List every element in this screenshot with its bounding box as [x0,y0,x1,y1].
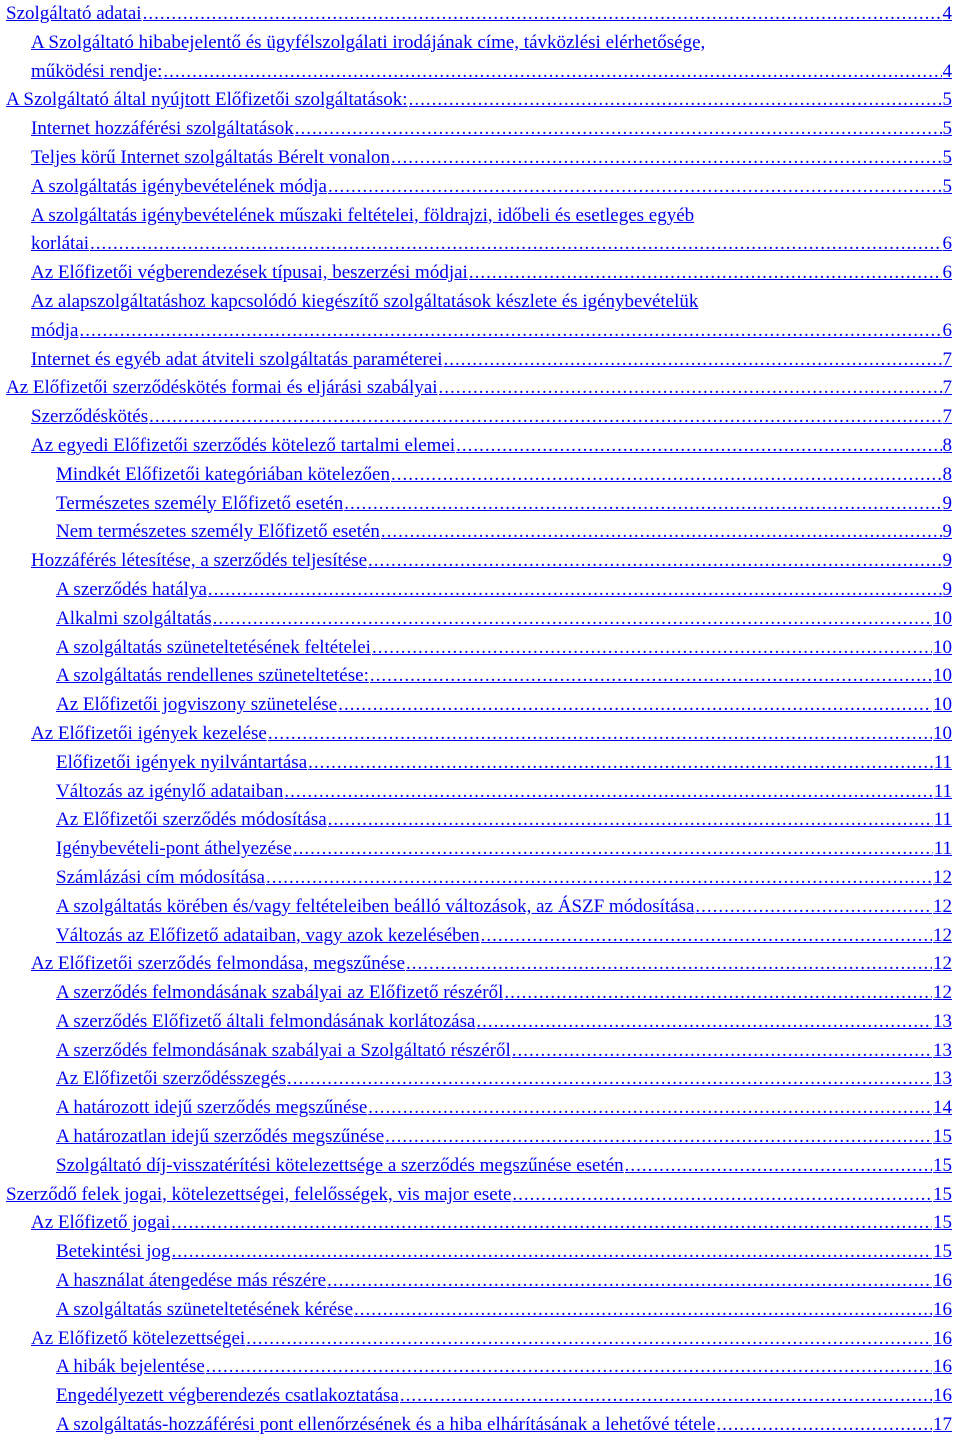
toc-entry-title: Az Előfizetői szerződés módosítása [56,809,327,831]
toc-entry[interactable] [0,1267,960,1296]
toc-entry-title-cont: módja [31,319,79,341]
toc-leader-dots [163,58,941,87]
toc-entry[interactable] [0,288,960,346]
toc-leader-dots [481,922,932,951]
toc-entry-continuation [31,317,952,346]
toc-entry-title: A szolgáltatás rendellenes szüneteltetése: [56,665,369,687]
toc-leader-dots [469,259,942,288]
toc-entry[interactable] [0,518,960,547]
toc-entry[interactable] [0,605,960,634]
toc-entry[interactable] [0,1238,960,1267]
toc-leader-dots [338,691,932,720]
toc-entry[interactable] [0,173,960,202]
toc-leader-dots [391,461,942,490]
toc-entry-title: A hibák bejelentése [56,1356,205,1378]
toc-entry[interactable] [0,1296,960,1325]
toc-leader-dots [409,86,942,115]
toc-leader-dots [391,144,941,173]
toc-entry[interactable] [0,1008,960,1037]
toc-leader-dots [268,720,932,749]
toc-page-number: 6 [942,319,952,341]
toc-page-number: 10 [933,722,952,744]
toc-entry-title-cont: korlátai [31,233,90,255]
toc-entry[interactable] [0,778,960,807]
toc-entry-title: Az egyedi Előfizetői szerződés kötelező tartalmi elemei [31,434,456,456]
toc-entry-title: Mindkét Előfizetői kategóriában kötelezően [56,463,390,485]
toc-entry-title: Az Előfizetői szerződésszegés [56,1068,287,1090]
toc-entry-title: Internet és egyéb adat átviteli szolgáltatás paraméterei [31,348,443,370]
toc-entry[interactable] [0,1325,960,1354]
toc-entry-title: Változás az igénylő adataiban [56,780,284,802]
toc-page-number: 16 [933,1298,952,1320]
toc-entry-title: A szolgáltatás-hozzáférési pont ellenőrzésének és a hiba elhárításának a lehetővé tétele [56,1414,716,1436]
toc-leader-dots [368,1094,932,1123]
toc-leader-dots [143,0,942,29]
toc-entry[interactable] [0,1065,960,1094]
toc-page-number: 15 [933,1126,952,1148]
toc-page-number: 7 [942,406,952,428]
toc-entry-title: Hozzáférés létesítése, a szerződés teljesítése [31,550,368,572]
toc-leader-dots [439,374,942,403]
toc-leader-dots [149,403,941,432]
toc-page-number: 11 [933,809,952,831]
toc-leader-dots [716,1411,932,1440]
toc-page-number: 13 [933,1010,952,1032]
toc-entry-title: A Szolgáltató hibabejelentő és ügyfélszolgálati irodájának címe, távközlési elérhetősége, [31,31,706,53]
toc-entry[interactable] [0,835,960,864]
toc-entry-title: Szolgáltató díj-visszatérítési kötelezettsége a szerződés megszűnése esetén [56,1154,624,1176]
toc-entry-title: Az Előfizető kötelezettségei [31,1327,246,1349]
toc-entry-title: Az alapszolgáltatáshoz kapcsolódó kiegészítő szolgáltatások készlete és igénybevételük [31,290,699,312]
toc-leader-dots [372,634,932,663]
toc-leader-dots [476,1008,932,1037]
toc-page-number: 8 [942,463,952,485]
toc-entry-continuation [31,58,952,87]
toc-page-number: 12 [933,953,952,975]
toc-entry[interactable] [0,1382,960,1411]
toc-page-number: 12 [933,982,952,1004]
toc-page-number: 5 [942,146,952,168]
toc-entry-title: A szolgáltatás szüneteltetésének kérése [56,1298,354,1320]
toc-page-number: 16 [933,1327,952,1349]
toc-entry-title: Előfizetői igények nyilvántartása [56,751,308,773]
toc-leader-dots [328,173,942,202]
toc-page-number: 16 [933,1270,952,1292]
toc-page-number: 13 [933,1068,952,1090]
toc-leader-dots [284,778,932,807]
toc-entry[interactable] [0,893,960,922]
toc-entry[interactable] [0,346,960,375]
toc-entry-title: Természetes személy Előfizető esetén [56,492,344,514]
toc-entry[interactable] [0,1411,960,1440]
toc-page-number: 6 [942,262,952,284]
toc-leader-dots [171,1209,932,1238]
toc-page-number: 10 [933,665,952,687]
toc-entry[interactable] [0,490,960,519]
toc-entry[interactable] [0,950,960,979]
toc-page-number: 7 [942,348,952,370]
toc-entry-title: A Szolgáltató által nyújtott Előfizetői szolgáltatások: [6,89,408,111]
toc-leader-dots [90,230,941,259]
toc-entry-title: Szolgáltató adatai [6,3,142,24]
toc-entry[interactable] [0,1152,960,1181]
toc-leader-dots [328,806,933,835]
toc-entry-title: Az Előfizetői igények kezelése [31,722,267,744]
toc-entry-title: A szolgáltatás igénybevételének módja [31,175,327,197]
toc-page-number: 12 [933,895,952,917]
toc-page-number: 9 [942,578,952,600]
toc-page-number: 7 [942,377,952,399]
toc-leader-dots [512,1037,932,1066]
toc-entry[interactable] [0,1209,960,1238]
toc-leader-dots [406,950,932,979]
toc-page-number: 4 [942,60,952,82]
toc-leader-dots [456,432,941,461]
toc-entry[interactable] [0,1181,960,1210]
toc-leader-dots [206,1353,932,1382]
toc-entry-title: A szolgáltatás igénybevételének műszaki feltételei, földrajzi, időbeli és esetleges egyéb [31,204,695,226]
toc-leader-dots [208,576,942,605]
toc-page-number: 6 [942,233,952,255]
toc-leader-dots [695,893,932,922]
toc-page-number: 15 [933,1183,952,1205]
toc-entry[interactable] [0,1123,960,1152]
toc-entry[interactable] [0,403,960,432]
toc-page-number: 12 [933,924,952,946]
toc-entry[interactable] [0,691,960,720]
toc-entry[interactable] [0,374,960,403]
toc-entry[interactable] [0,806,960,835]
toc-entry[interactable] [0,432,960,461]
toc-entry-title: Engedélyezett végberendezés csatlakoztatása [56,1385,399,1407]
toc-entry-title-cont: működési rendje: [31,60,163,82]
toc-page-number: 15 [933,1154,952,1176]
toc-page-number: 17 [933,1414,952,1436]
toc-entry-title: A szerződés felmondásának szabályai a Szolgáltató részéről [56,1039,511,1061]
toc-page-number: 14 [933,1097,952,1119]
toc-leader-dots [295,115,942,144]
toc-leader-dots [385,1123,932,1152]
toc-entry-title: Az Előfizető jogai [31,1212,171,1234]
toc-entry-title: Teljes körű Internet szolgáltatás Bérelt vonalon [31,146,391,168]
toc-page-number: 5 [942,175,952,197]
toc-entry-title: A határozatlan idejű szerződés megszűnése [56,1126,385,1148]
toc-entry-title: Az Előfizetői végberendezések típusai, beszerzési módjai [31,262,468,284]
toc-page-number: 16 [933,1385,952,1407]
toc-entry[interactable] [0,115,960,144]
toc-leader-dots [354,1296,932,1325]
toc-entry-title: A szolgáltatás szüneteltetésének feltételei [56,636,371,658]
toc-entry-title: Szerződéskötés [31,406,149,428]
toc-entry-title: Számlázási cím módosítása [56,866,265,888]
toc-leader-dots [246,1325,932,1354]
toc-page-number: 8 [942,434,952,456]
toc-leader-dots [344,490,941,519]
toc-page-number: 13 [933,1039,952,1061]
toc-leader-dots [625,1152,932,1181]
toc-entry-title: Betekintési jog [56,1241,171,1263]
toc-entry[interactable] [0,979,960,1008]
toc-entry-title: Internet hozzáférési szolgáltatások [31,118,294,140]
toc-entry-title: Szerződő felek jogai, kötelezettségei, felelősségek, vis major esete [6,1183,512,1205]
toc-entry-title: Igénybevételi-pont áthelyezése [56,838,292,860]
toc-leader-dots [400,1382,932,1411]
toc-page-number: 11 [933,780,952,802]
toc-entry-title: A szerződés hatálya [56,578,207,600]
toc-page-number: 15 [933,1241,952,1263]
toc-entry-title: Az Előfizetői jogviszony szünetelése [56,694,338,716]
toc-entry[interactable] [0,202,960,260]
toc-entry-title: A szerződés felmondásának szabályai az Előfizető részéről [56,982,504,1004]
toc-leader-dots [266,864,932,893]
toc-entry[interactable] [0,144,960,173]
toc-entry[interactable] [0,547,960,576]
toc-entry[interactable] [0,662,960,691]
toc-entry[interactable] [0,86,960,115]
toc-leader-dots [327,1267,932,1296]
toc-leader-dots [370,662,932,691]
toc-entry-title: A szolgáltatás körében és/vagy feltételeiben beálló változások, az ÁSZF módosítása [56,895,695,917]
toc-leader-dots [443,346,941,375]
toc-entry-title: Nem természetes személy Előfizető esetén [56,521,380,543]
toc-entry-continuation [31,230,952,259]
toc-page-number: 9 [942,550,952,572]
toc-page-number: 5 [942,118,952,140]
toc-page-number: 11 [933,751,952,773]
toc-leader-dots [80,317,942,346]
toc-page-number: 9 [942,521,952,543]
toc-entry[interactable] [0,749,960,778]
toc-page-number: 10 [933,636,952,658]
toc-entry[interactable] [0,922,960,951]
toc-entry[interactable] [0,864,960,893]
toc-page-number: 5 [942,89,952,111]
toc-page-number: 15 [933,1212,952,1234]
toc-page-number: 12 [933,866,952,888]
toc-leader-dots [381,518,942,547]
toc-leader-dots [504,979,932,1008]
toc-entry-title: A szerződés Előfizető általi felmondásának korlátozása [56,1010,476,1032]
toc-page-number: 10 [933,694,952,716]
toc-entry[interactable] [0,259,960,288]
toc-leader-dots [213,605,932,634]
toc-page-number: 16 [933,1356,952,1378]
toc-page-number: 9 [942,492,952,514]
toc-page-number: 4 [942,3,952,24]
toc-entry-title: Az Előfizetői szerződés felmondása, megszűnése [31,953,406,975]
toc-entry[interactable] [0,1037,960,1066]
toc-page-number: 10 [933,607,952,629]
toc-entry[interactable] [0,634,960,663]
toc-leader-dots [308,749,933,778]
toc-entry-title: A használat átengedése más részére [56,1270,327,1292]
toc-entry[interactable] [0,1353,960,1382]
toc-entry[interactable] [0,1094,960,1123]
toc-entry[interactable] [0,461,960,490]
toc-entry[interactable] [0,0,960,29]
toc-entry-title: Az Előfizetői szerződéskötés formai és eljárási szabályai [6,377,438,399]
toc-entry-title: Változás az Előfizető adataiban, vagy azok kezelésében [56,924,480,946]
toc-entry[interactable] [0,576,960,605]
toc-page-number: 11 [933,838,952,860]
toc-entry[interactable] [0,29,960,87]
toc-leader-dots [368,547,941,576]
toc-entry-title: Alkalmi szolgáltatás [56,607,212,629]
toc-leader-dots [172,1238,932,1267]
toc-entry[interactable] [0,720,960,749]
toc-leader-dots [293,835,933,864]
toc-entry-title: A határozott idejű szerződés megszűnése [56,1097,368,1119]
toc-leader-dots [287,1065,932,1094]
toc-leader-dots [512,1181,932,1210]
